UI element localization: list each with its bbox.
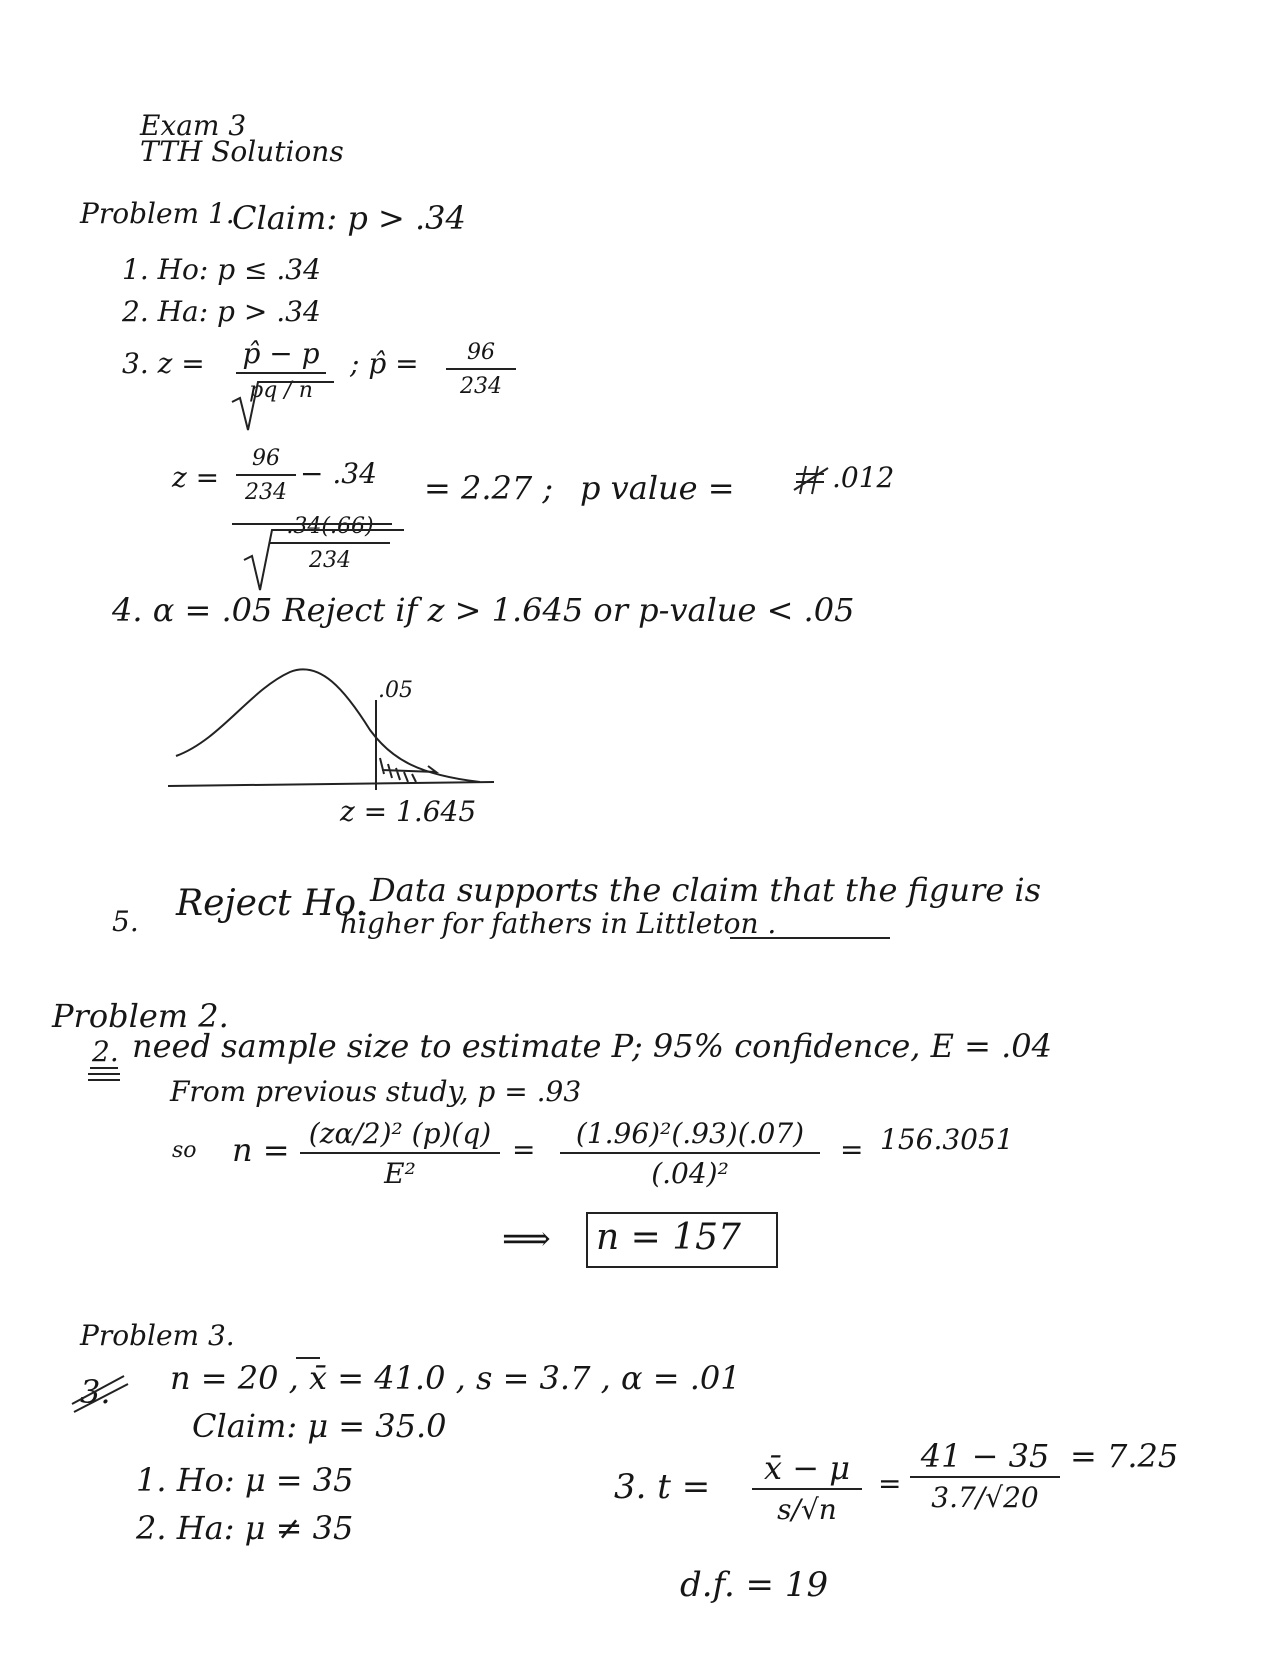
problem-1-step-4: 4. α = .05 Reject if z > 1.645 or p-value < .05 [112,591,855,629]
problem-3-num: 3. [80,1373,111,1411]
problem-1-step-5-detail: higher for fathers in Littleton . [340,907,777,940]
problem-2-eq-1: = [512,1133,536,1166]
p-value-number: .012 [832,461,895,494]
problem-2-eq-2: = [840,1133,864,1166]
sample-size-calc-denominator: (.04)² [651,1157,729,1190]
sample-size-formula-numerator: (zα/2)² (p)(q) [300,1120,500,1154]
tail-area-label: .05 [378,678,413,703]
z2-result: = 2.27 ; [424,469,554,507]
p-value-label: p value = [580,469,735,507]
t-calc-denominator: 3.7/√20 [931,1481,1039,1514]
t-formula-denominator: s/√n [777,1493,837,1526]
problem-3-givens: n = 20 , x̄ = 41.0 , s = 3.7 , α = .01 [170,1359,741,1397]
problem-1-claim: Claim: p > .34 [232,199,466,237]
t-calc-numerator: 41 − 35 [910,1440,1060,1478]
z2-inner-numerator: 96 [236,448,296,476]
problem-2-line-1: need sample size to estimate P; 95% confidence, E = .04 [132,1027,1052,1065]
problem-3-slashes [72,1373,128,1412]
sample-size-formula-denominator: E² [384,1157,416,1190]
z2-den-denominator: 234 [309,548,351,573]
sqrt-sign-1 [232,382,334,430]
t-formula-numerator: x̄ − μ [752,1452,862,1490]
crossed-out-value [794,466,828,494]
problem-3-eq: = [878,1467,902,1500]
problem-2-label: Problem 2. [52,997,229,1035]
z2-inner-denominator: 234 [245,480,287,505]
problem-2-final: n = 157 [596,1217,741,1258]
normal-curve [176,669,480,782]
problem-2-n-eq: n = [232,1131,290,1169]
sqrt-sign-2 [244,530,404,590]
shaded-tail [380,758,436,782]
problem-3-claim: Claim: μ = 35.0 [192,1407,447,1445]
problem-3-label: Problem 3. [80,1319,235,1352]
problem-3-step-3-prefix: 3. t = [614,1467,711,1507]
phat-numerator: 96 [446,342,516,370]
problem-1-step-5-num: 5. [112,905,139,938]
normal-curve-axis [168,782,494,786]
problem-3-df: d.f. = 19 [680,1565,829,1605]
header-line-1: Exam 3 [140,109,247,142]
problem-2-line-2: From previous study, p = .93 [170,1075,582,1108]
problem-2-underline [88,1068,120,1080]
problem-2-arrow: ⟹ [502,1219,551,1259]
problem-2-so: so [172,1138,197,1163]
z2-prefix: z = [172,461,220,494]
problem-3-step-2: 2. Ha: μ ≠ 35 [136,1509,354,1547]
problem-1-step-5-claim: Data supports the claim that the figure is [370,871,1042,909]
problem-1-step-1: 1. Ho: p ≤ .34 [122,253,321,286]
problem-2-result: 156.3051 [880,1123,1014,1156]
z2-den-numerator: .34(.66) [270,516,390,544]
problem-1-step-3-prefix: 3. z = [122,347,205,380]
problem-1-label: Problem 1. [80,197,235,230]
problem-3-step-1: 1. Ho: μ = 35 [136,1461,354,1499]
phat-denominator: 234 [460,374,502,399]
critical-value-label: z = 1.645 [340,795,477,828]
problem-3-result: = 7.25 [1070,1437,1179,1475]
z2-minus: − .34 [300,457,377,490]
problem-1-step-2: 2. Ha: p > .34 [122,295,321,328]
problem-1-step-5-reject: Reject Ho. [176,883,367,924]
sample-size-calc-numerator: (1.96)²(.93)(.07) [560,1120,820,1154]
header-line-2: TTH Solutions [140,135,344,168]
phat-label: ; p̂ = [350,347,419,380]
problem-2-num: 2. [92,1035,119,1068]
z-formula-denominator: pq / n [249,378,313,403]
z-formula-numerator: p̂ − p [236,340,326,374]
